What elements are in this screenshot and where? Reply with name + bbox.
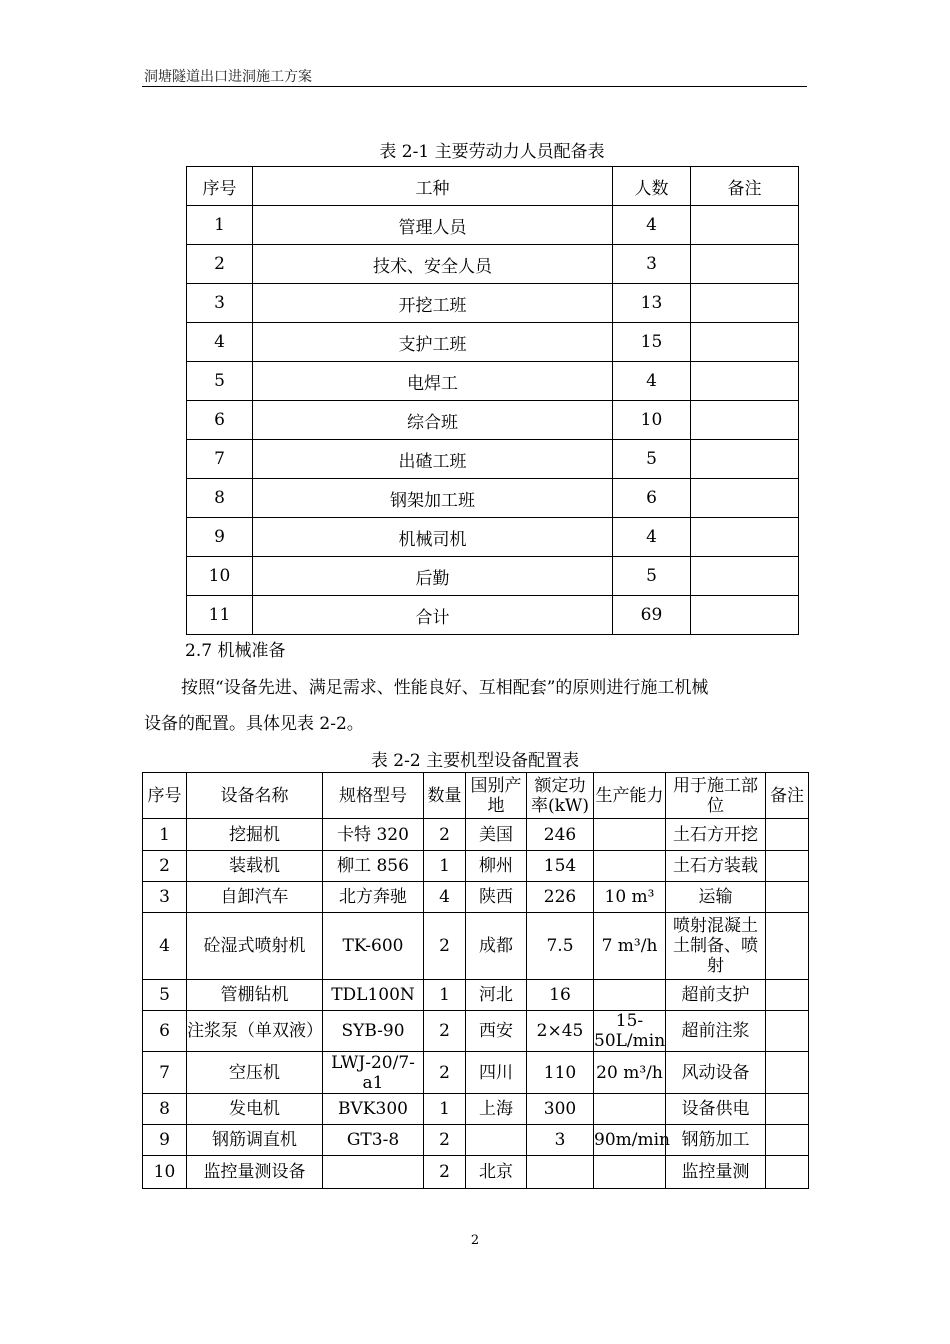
table-cell: 9 [187, 518, 253, 557]
table-cell [691, 479, 799, 518]
table-cell: 设备供电 [666, 1094, 766, 1125]
table-cell: 卡特 320 [323, 819, 424, 851]
table-cell [766, 1156, 809, 1189]
table-cell: 10 [613, 401, 691, 440]
table-cell: 技术、安全人员 [253, 245, 613, 284]
table-cell: 土石方装载 [666, 851, 766, 882]
table-cell: 6 [187, 401, 253, 440]
table-cell: 喷射混凝土土制备、喷射 [666, 913, 766, 980]
table-cell: 注浆泵（单双液） [187, 1011, 323, 1052]
table-cell: 2 [143, 851, 187, 882]
table-cell: TK-600 [323, 913, 424, 980]
table-row [143, 819, 809, 851]
table-cell: 4 [613, 518, 691, 557]
table-cell: 风动设备 [666, 1052, 766, 1094]
table-cell: 8 [143, 1094, 187, 1125]
table-cell [594, 1094, 666, 1125]
table-cell: 1 [424, 980, 466, 1011]
table-cell: 挖掘机 [187, 819, 323, 851]
table-cell: 运输 [666, 882, 766, 913]
table-cell [594, 819, 666, 851]
table-cell: 美国 [466, 819, 527, 851]
header-cell: 序号 [143, 773, 187, 819]
table-cell [691, 323, 799, 362]
table-cell: 超前注浆 [666, 1011, 766, 1052]
section-heading: 2.7 机械准备 [185, 641, 286, 661]
table-cell: 2 [424, 1052, 466, 1094]
table-cell: 69 [613, 596, 691, 635]
table-cell: 13 [613, 284, 691, 323]
table-cell: 2 [424, 819, 466, 851]
table-cell: 7 [187, 440, 253, 479]
table-row [143, 913, 809, 980]
table-cell [691, 245, 799, 284]
table-cell: 4 [424, 882, 466, 913]
table-cell: 5 [143, 980, 187, 1011]
table-cell: 5 [613, 557, 691, 596]
table-cell: 90m/min [594, 1125, 666, 1156]
table-cell [691, 206, 799, 245]
table-row [187, 206, 799, 245]
table-row [143, 980, 809, 1011]
table-header-row [187, 167, 799, 206]
table-cell: 2 [187, 245, 253, 284]
table-cell [766, 1125, 809, 1156]
table-row [187, 284, 799, 323]
table-cell: 8 [187, 479, 253, 518]
table-cell [766, 1094, 809, 1125]
table-row [143, 882, 809, 913]
header-cell: 设备名称 [187, 773, 323, 819]
table-cell: 16 [527, 980, 594, 1011]
table-cell: 管棚钻机 [187, 980, 323, 1011]
table-row [187, 362, 799, 401]
header-cell: 备注 [691, 167, 799, 206]
table-cell: 综合班 [253, 401, 613, 440]
header-cell: 工种 [253, 167, 613, 206]
table-cell [594, 1156, 666, 1189]
table-cell: 10 [187, 557, 253, 596]
table-cell: 监控量测 [666, 1156, 766, 1189]
table-cell [766, 980, 809, 1011]
table-cell: 20 m³/h [594, 1052, 666, 1094]
table-cell: 出碴工班 [253, 440, 613, 479]
table-cell: 北方奔驰 [323, 882, 424, 913]
table-cell: SYB-90 [323, 1011, 424, 1052]
table-cell: 空压机 [187, 1052, 323, 1094]
table-cell: 西安 [466, 1011, 527, 1052]
table-cell: 4 [613, 206, 691, 245]
table-cell [594, 851, 666, 882]
table-row [143, 1094, 809, 1125]
table-cell: 4 [143, 913, 187, 980]
table2-caption: 表 2-2 主要机型设备配置表 [370, 751, 580, 771]
table-cell: 1 [424, 851, 466, 882]
table-cell: 1 [187, 206, 253, 245]
table-cell [766, 913, 809, 980]
table-cell [691, 362, 799, 401]
table-cell: 3 [613, 245, 691, 284]
table-cell: 后勤 [253, 557, 613, 596]
table-cell: 10 m³ [594, 882, 666, 913]
table-cell: 土石方开挖 [666, 819, 766, 851]
header-cell: 人数 [613, 167, 691, 206]
labor-table [186, 166, 799, 635]
page-number: 2 [470, 1233, 480, 1248]
table-cell [691, 401, 799, 440]
table-cell: 110 [527, 1052, 594, 1094]
table-cell [691, 518, 799, 557]
table-cell: 10 [143, 1156, 187, 1189]
table-cell [766, 851, 809, 882]
table-cell: 9 [143, 1125, 187, 1156]
table-cell: 北京 [466, 1156, 527, 1189]
header-rule [142, 86, 807, 87]
table-cell: 4 [187, 323, 253, 362]
table-cell: 上海 [466, 1094, 527, 1125]
table-cell: 机械司机 [253, 518, 613, 557]
table-cell: 2 [424, 1011, 466, 1052]
header-cell: 序号 [187, 167, 253, 206]
table-cell: 装载机 [187, 851, 323, 882]
table-cell: 钢筋调直机 [187, 1125, 323, 1156]
header-cell: 国别产地 [466, 773, 527, 819]
table-cell: 河北 [466, 980, 527, 1011]
table-cell: 2 [424, 1156, 466, 1189]
table-cell: 3 [527, 1125, 594, 1156]
table-cell: 合计 [253, 596, 613, 635]
table-cell [527, 1156, 594, 1189]
table-row [143, 1011, 809, 1052]
table-cell: 柳工 856 [323, 851, 424, 882]
table-cell: 陕西 [466, 882, 527, 913]
table-cell: 300 [527, 1094, 594, 1125]
table-row [143, 1156, 809, 1189]
table-cell: 四川 [466, 1052, 527, 1094]
table-cell: 6 [613, 479, 691, 518]
table-row [187, 401, 799, 440]
table-cell [691, 284, 799, 323]
table-cell: 3 [187, 284, 253, 323]
table-cell: 电焊工 [253, 362, 613, 401]
header-cell: 备注 [766, 773, 809, 819]
table-row [187, 557, 799, 596]
table-row [143, 1052, 809, 1094]
equipment-table [142, 772, 809, 1189]
table-cell: 监控量测设备 [187, 1156, 323, 1189]
header-cell: 用于施工部位 [666, 773, 766, 819]
table-row [143, 851, 809, 882]
table-cell: 246 [527, 819, 594, 851]
table-cell: LWJ-20/7-a1 [323, 1052, 424, 1094]
table-cell: 15-50L/min [594, 1011, 666, 1051]
table-cell: TDL100N [323, 980, 424, 1011]
table-cell [766, 819, 809, 851]
table-row [187, 440, 799, 479]
table-cell: 成都 [466, 913, 527, 980]
table-cell [594, 980, 666, 1011]
paragraph-line-1: 按照“设备先进、满足需求、性能良好、互相配套”的原则进行施工机械 [181, 678, 709, 698]
table-cell: 7 m³/h [594, 913, 666, 980]
table-cell [691, 596, 799, 635]
table-row [187, 323, 799, 362]
table-cell [323, 1156, 424, 1189]
table-cell [466, 1125, 527, 1156]
running-header: 洞塘隧道出口进洞施工方案 [144, 69, 312, 85]
header-cell: 规格型号 [323, 773, 424, 819]
table-cell: 1 [424, 1094, 466, 1125]
table-cell: 15 [613, 323, 691, 362]
table-cell: 5 [187, 362, 253, 401]
table-cell: 2×45 [527, 1011, 594, 1052]
table-cell [766, 882, 809, 913]
table-cell: 钢筋加工 [666, 1125, 766, 1156]
table-cell: 7 [143, 1052, 187, 1094]
table-cell: 2 [424, 1125, 466, 1156]
table-cell: 管理人员 [253, 206, 613, 245]
table-cell: 3 [143, 882, 187, 913]
table-row [187, 479, 799, 518]
table-row [187, 518, 799, 557]
table-cell: 2 [424, 913, 466, 980]
table-row [187, 596, 799, 635]
table-cell: 超前支护 [666, 980, 766, 1011]
table-cell: 7.5 [527, 913, 594, 980]
table-cell: 砼湿式喷射机 [187, 913, 323, 980]
table-cell: 5 [613, 440, 691, 479]
table-cell [691, 440, 799, 479]
table-cell: 柳州 [466, 851, 527, 882]
table-cell: 4 [613, 362, 691, 401]
table-cell: 154 [527, 851, 594, 882]
table-row [143, 1125, 809, 1156]
paragraph-line-2: 设备的配置。具体见表 2-2。 [144, 714, 364, 734]
table-cell: 1 [143, 819, 187, 851]
table-cell: GT3-8 [323, 1125, 424, 1156]
table-cell: 钢架加工班 [253, 479, 613, 518]
table-cell: 自卸汽车 [187, 882, 323, 913]
header-cell: 生产能力 [594, 773, 666, 819]
table-cell: 发电机 [187, 1094, 323, 1125]
table-cell: 6 [143, 1011, 187, 1052]
table-cell: 支护工班 [253, 323, 613, 362]
table-cell: BVK300 [323, 1094, 424, 1125]
table-cell [691, 557, 799, 596]
table-row [187, 245, 799, 284]
table-cell: 开挖工班 [253, 284, 613, 323]
table-cell [766, 1011, 809, 1052]
header-cell: 额定功率(kW) [527, 773, 594, 819]
table-header-row [143, 773, 809, 819]
header-cell: 数量 [424, 773, 466, 819]
table-cell [766, 1052, 809, 1094]
table-cell: 226 [527, 882, 594, 913]
table1-caption: 表 2-1 主要劳动力人员配备表 [379, 142, 605, 162]
table-cell: 11 [187, 596, 253, 635]
